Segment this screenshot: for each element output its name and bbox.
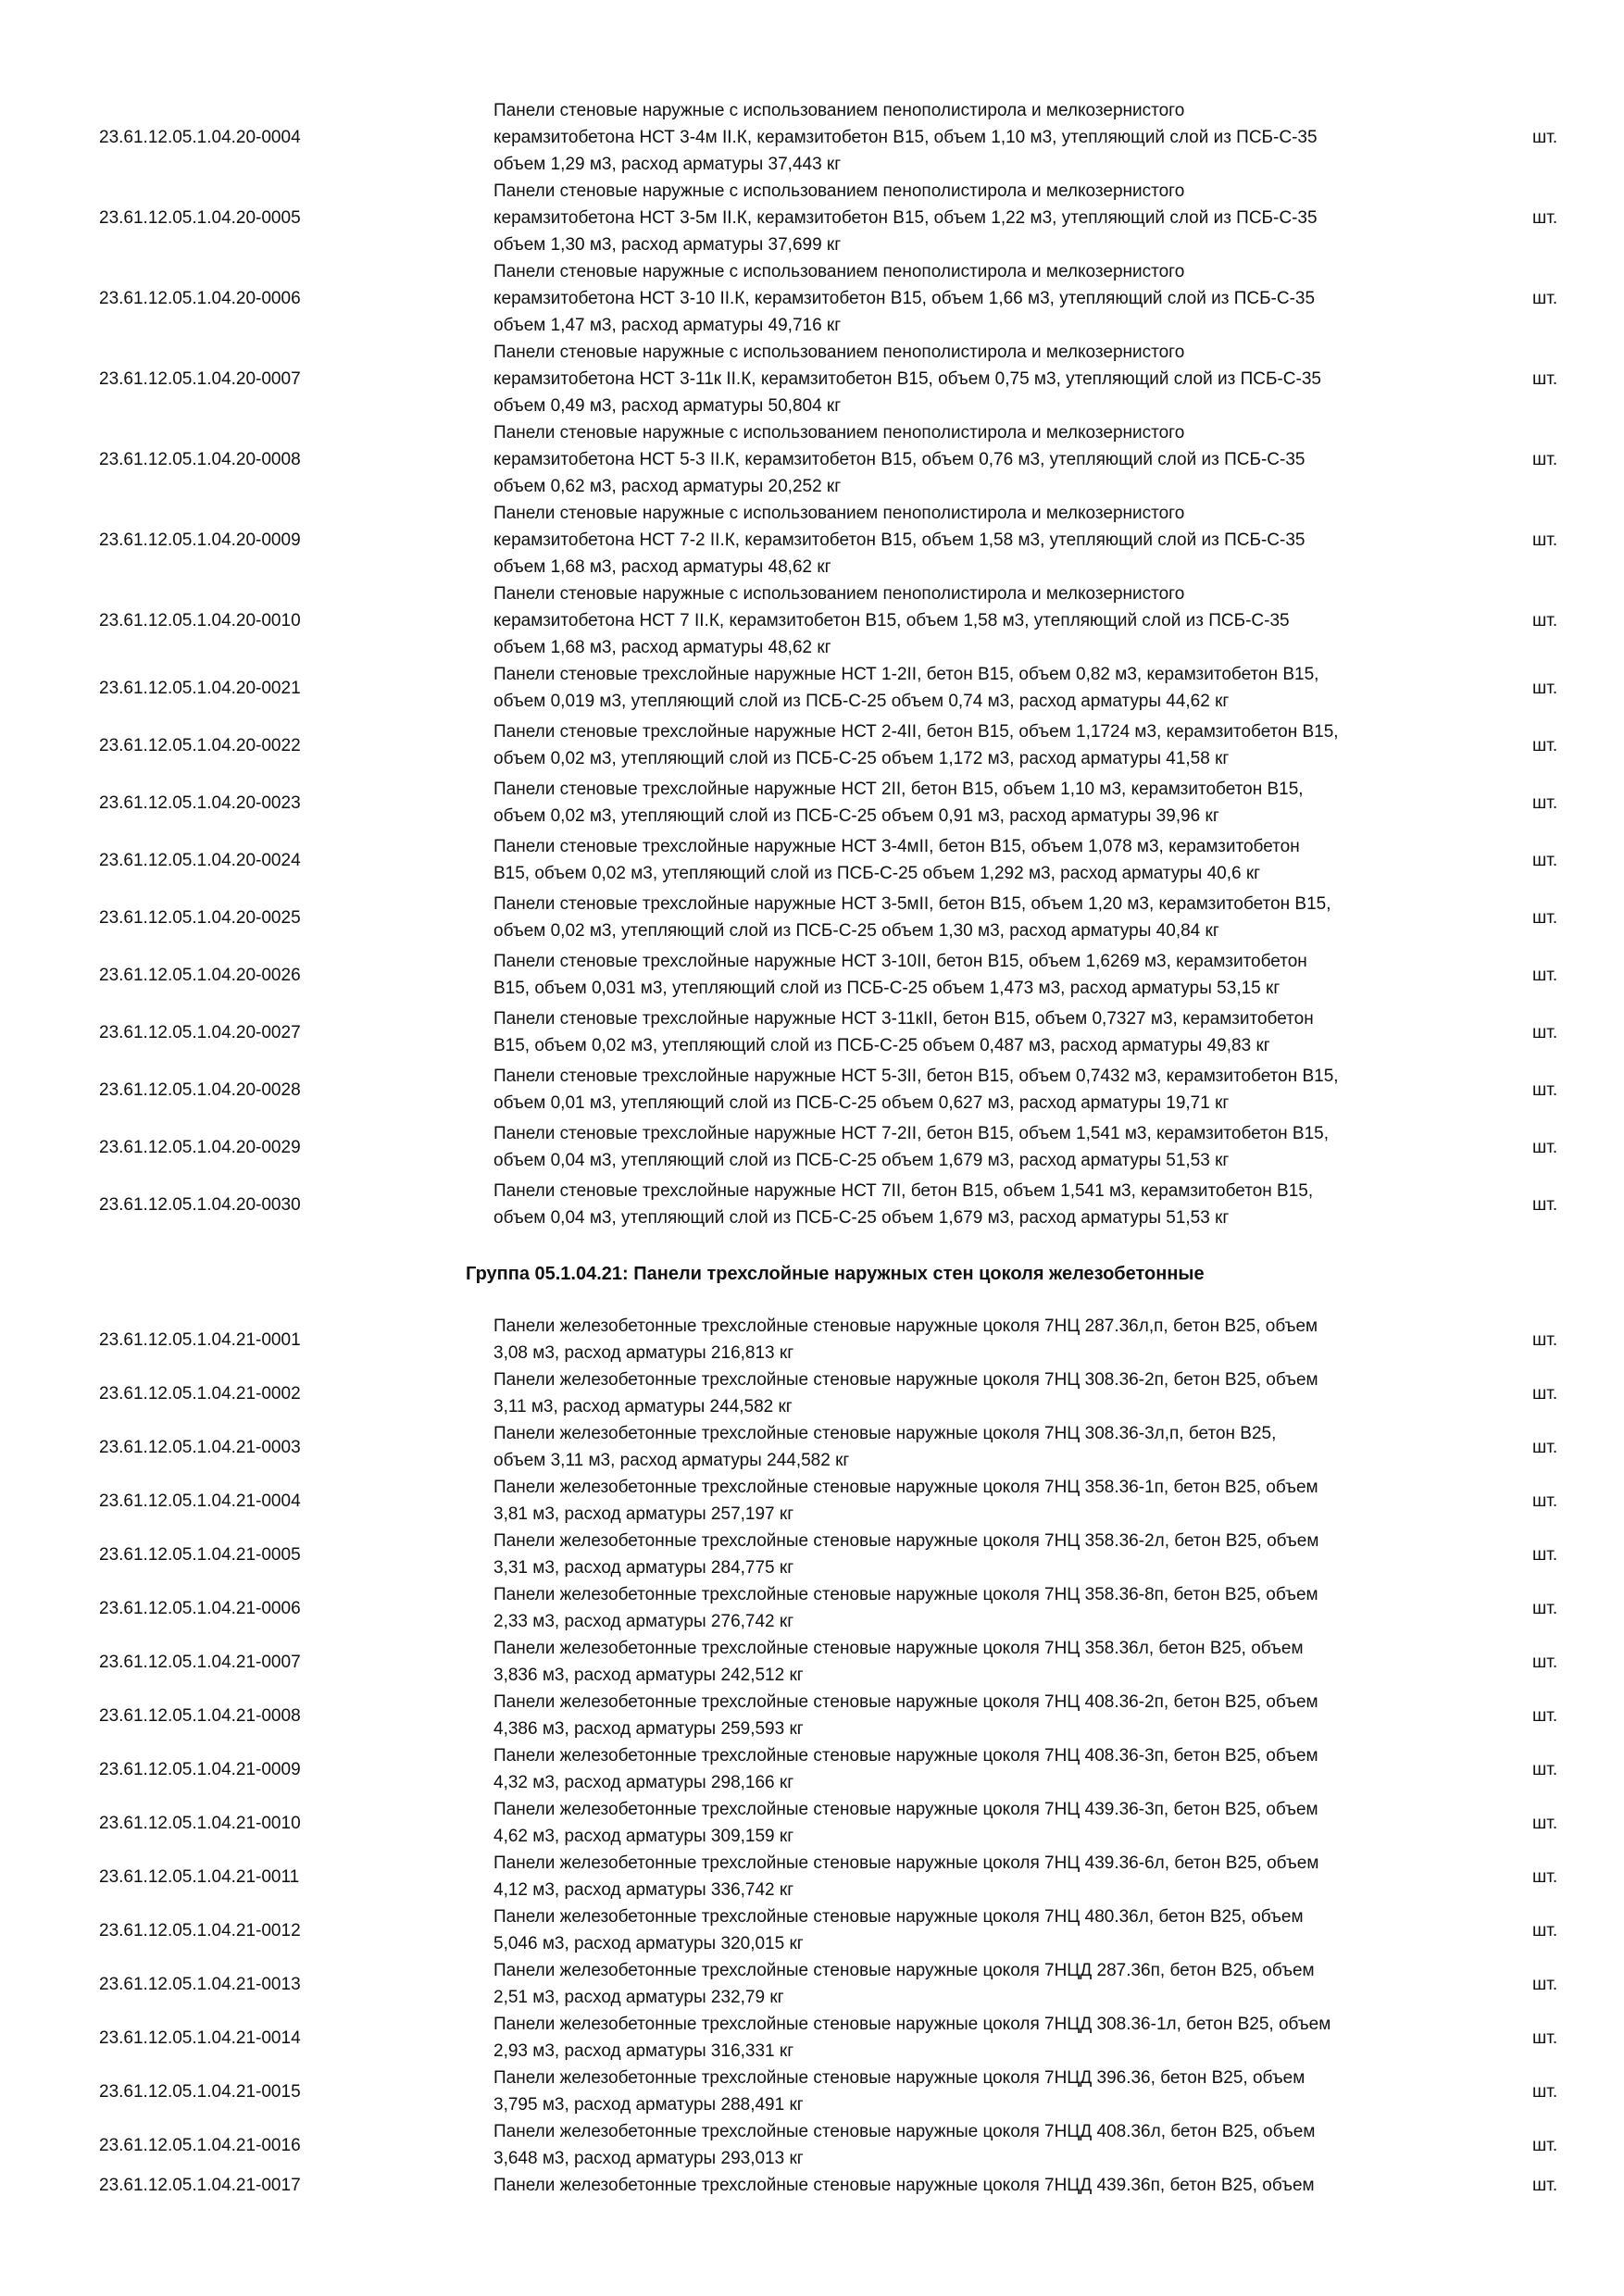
item-unit: шт. (1532, 1138, 1558, 1157)
item-description: Панели железобетонные трехслойные стеновые наружные цоколя 7НЦ 358.36-2л, бетон В25, объем 3,31 м3, расход арматуры 284,775 кг (493, 1531, 1319, 1578)
item-description: Панели стеновые наружные с использованием пенополистирола и мелкозернистого керамзитобетона НСТ 5-3 II.К, керамзитобетон В15, объем 0,76 м3, утепляющий слой из ПСБ-С-35 объем 0,62 м3, расход арматуры 20,252 кг (493, 423, 1305, 496)
item-code: 23.61.12.05.1.04.21-0007 (99, 1653, 301, 1672)
item-unit: шт. (1532, 1814, 1558, 1833)
item-description: Панели железобетонные трехслойные стеновые наружные цоколя 7НЦД 439.36п, бетон В25, объем (493, 2176, 1315, 2195)
item-code: 23.61.12.05.1.04.20-0026 (99, 966, 301, 985)
item-description: Панели железобетонные трехслойные стеновые наружные цоколя 7НЦ 408.36-2п, бетон В25, объем 4,386 м3, расход арматуры 259,593 кг (493, 1692, 1318, 1739)
item-description: Панели стеновые наружные с использованием пенополистирола и мелкозернистого керамзитобетона НСТ 7-2 II.К, керамзитобетон В15, объем 1,58 м3, утепляющий слой из ПСБ-С-35 объем 1,68 м3, расход арматуры 48,62 кг (493, 504, 1305, 577)
item-code: 23.61.12.05.1.04.21-0004 (99, 1491, 301, 1511)
item-code: 23.61.12.05.1.04.20-0028 (99, 1080, 301, 1100)
item-description: Панели стеновые трехслойные наружные НСТ 2-4II, бетон В15, объем 1,1724 м3, керамзитобетон В15, объем 0,02 м3, утепляющий слой из ПСБ-С-25 объем 1,172 м3, расход арматуры 41,58 кг (493, 722, 1339, 768)
item-unit: шт. (1532, 289, 1558, 308)
item-code: 23.61.12.05.1.04.21-0011 (99, 1867, 300, 1887)
item-code: 23.61.12.05.1.04.21-0016 (99, 2136, 301, 2155)
item-unit: шт. (1532, 2176, 1558, 2195)
item-code: 23.61.12.05.1.04.21-0005 (99, 1545, 301, 1565)
item-code: 23.61.12.05.1.04.21-0014 (99, 2028, 301, 2048)
item-code: 23.61.12.05.1.04.20-0022 (99, 736, 301, 755)
item-description: Панели железобетонные трехслойные стеновые наружные цоколя 7НЦ 358.36-1п, бетон В25, объем 3,81 м3, расход арматуры 257,197 кг (493, 1478, 1318, 1524)
item-code: 23.61.12.05.1.04.21-0006 (99, 1599, 301, 1618)
item-description: Панели стеновые трехслойные наружные НСТ 7-2II, бетон В15, объем 1,541 м3, керамзитобетон В15, объем 0,04 м3, утепляющий слой из ПСБ-С-25 объем 1,679 м3, расход арматуры 51,53 кг (493, 1124, 1330, 1170)
item-unit: шт. (1532, 2082, 1558, 2102)
item-description: Панели железобетонные трехслойные стеновые наружные цоколя 7НЦ 308.36-2п, бетон В25, объем 3,11 м3, расход арматуры 244,582 кг (493, 1370, 1318, 1416)
item-code: 23.61.12.05.1.04.20-0025 (99, 908, 301, 928)
item-unit: шт. (1532, 1706, 1558, 1726)
item-unit: шт. (1532, 1545, 1558, 1565)
item-code: 23.61.12.05.1.04.21-0012 (99, 1921, 301, 1940)
item-code: 23.61.12.05.1.04.20-0030 (99, 1195, 301, 1215)
item-unit: шт. (1532, 793, 1558, 813)
item-description: Панели стеновые трехслойные наружные НСТ 2II, бетон В15, объем 1,10 м3, керамзитобетон В15, объем 0,02 м3, утепляющий слой из ПСБ-С-25 объем 0,91 м3, расход арматуры 39,96 кг (493, 780, 1304, 826)
item-code: 23.61.12.05.1.04.21-0008 (99, 1706, 301, 1726)
item-description: Панели стеновые трехслойные наружные НСТ 3-10II, бетон В15, объем 1,6269 м3, керамзитобетон В15, объем 0,031 м3, утепляющий слой из ПСБ-С-25 объем 1,473 м3, расход арматуры 53,15 кг (493, 952, 1307, 998)
item-unit: шт. (1532, 530, 1558, 550)
item-description: Панели железобетонные трехслойные стеновые наружные цоколя 7НЦ 408.36-3п, бетон В25, объем 4,32 м3, расход арматуры 298,166 кг (493, 1746, 1318, 1792)
item-unit: шт. (1532, 1867, 1558, 1887)
item-description: Панели стеновые трехслойные наружные НСТ 7II, бетон В15, объем 1,541 м3, керамзитобетон В15, объем 0,04 м3, утепляющий слой из ПСБ-С-25 объем 1,679 м3, расход арматуры 51,53 кг (493, 1181, 1314, 1228)
item-description: Панели стеновые наружные с использованием пенополистирола и мелкозернистого керамзитобетона НСТ 3-4м II.К, керамзитобетон В15, объем 1,10 м3, утепляющий слой из ПСБ-С-35 объем 1,29 м3, расход арматуры 37,443 кг (493, 101, 1318, 174)
item-description: Панели стеновые трехслойные наружные НСТ 3-4мII, бетон В15, объем 1,078 м3, керамзитобетон В15, объем 0,02 м3, утепляющий слой из ПСБ-С-25 объем 1,292 м3, расход арматуры 40,6 кг (493, 837, 1300, 883)
item-unit: шт. (1532, 1599, 1558, 1618)
item-code: 23.61.12.05.1.04.21-0009 (99, 1760, 301, 1779)
item-code: 23.61.12.05.1.04.21-0013 (99, 1975, 301, 1994)
item-description: Панели стеновые трехслойные наружные НСТ 1-2II, бетон В15, объем 0,82 м3, керамзитобетон В15, объем 0,019 м3, утепляющий слой из ПСБ-С-25 объем 0,74 м3, расход арматуры 44,62 кг (493, 665, 1319, 711)
item-description: Панели железобетонные трехслойные стеновые наружные цоколя 7НЦ 308.36-3л,п, бетон В25, объем 3,11 м3, расход арматуры 244,582 кг (493, 1424, 1277, 1470)
item-description: Панели стеновые наружные с использованием пенополистирола и мелкозернистого керамзитобетона НСТ 3-11к II.К, керамзитобетон В15, объем 0,75 м3, утепляющий слой из ПСБ-С-35 объем 0,49 м3, расход арматуры 50,804 кг (493, 343, 1321, 416)
item-description: Панели стеновые наружные с использованием пенополистирола и мелкозернистого керамзитобетона НСТ 3-5м II.К, керамзитобетон В15, объем 1,22 м3, утепляющий слой из ПСБ-С-35 объем 1,30 м3, расход арматуры 37,699 кг (493, 181, 1318, 255)
item-unit: шт. (1532, 1330, 1558, 1350)
item-code: 23.61.12.05.1.04.20-0027 (99, 1023, 301, 1042)
item-description: Панели стеновые трехслойные наружные НСТ 3-11кII, бетон В15, объем 0,7327 м3, керамзитобетон В15, объем 0,02 м3, утепляющий слой из ПСБ-С-25 объем 0,487 м3, расход арматуры 49,83 кг (493, 1009, 1314, 1055)
item-code: 23.61.12.05.1.04.20-0009 (99, 530, 301, 550)
item-description: Панели железобетонные трехслойные стеновые наружные цоколя 7НЦД 396.36, бетон В25, объем 3,795 м3, расход арматуры 288,491 кг (493, 2068, 1305, 2115)
item-description: Панели железобетонные трехслойные стеновые наружные цоколя 7НЦ 439.36-6л, бетон В25, объем 4,12 м3, расход арматуры 336,742 кг (493, 1853, 1319, 1900)
item-description: Панели железобетонные трехслойные стеновые наружные цоколя 7НЦ 358.36-8п, бетон В25, объем 2,33 м3, расход арматуры 276,742 кг (493, 1585, 1318, 1631)
item-description: Панели стеновые трехслойные наружные НСТ 3-5мII, бетон В15, объем 1,20 м3, керамзитобетон В15, объем 0,02 м3, утепляющий слой из ПСБ-С-25 объем 1,30 м3, расход арматуры 40,84 кг (493, 894, 1331, 941)
item-description: Панели железобетонные трехслойные стеновые наружные цоколя 7НЦД 408.36л, бетон В25, объем 3,648 м3, расход арматуры 293,013 кг (493, 2122, 1316, 2168)
item-unit: шт. (1532, 369, 1558, 389)
item-code: 23.61.12.05.1.04.20-0008 (99, 450, 301, 469)
item-unit: шт. (1532, 1921, 1558, 1940)
item-code: 23.61.12.05.1.04.20-0006 (99, 289, 301, 308)
item-unit: шт. (1532, 1438, 1558, 1457)
item-unit: шт. (1532, 679, 1558, 698)
item-description: Панели железобетонные трехслойные стеновые наружные цоколя 7НЦ 287.36л,п, бетон В25, объем 3,08 м3, расход арматуры 216,813 кг (493, 1316, 1318, 1363)
item-unit: шт. (1532, 908, 1558, 928)
item-unit: шт. (1532, 1195, 1558, 1215)
item-description: Панели стеновые наружные с использованием пенополистирола и мелкозернистого керамзитобетона НСТ 3-10 II.К, керамзитобетон В15, объем 1,66 м3, утепляющий слой из ПСБ-С-35 объем 1,47 м3, расход арматуры 49,716 кг (493, 262, 1316, 335)
item-unit: шт. (1532, 208, 1558, 228)
item-code: 23.61.12.05.1.04.21-0002 (99, 1384, 301, 1404)
item-code: 23.61.12.05.1.04.20-0005 (99, 208, 301, 228)
item-unit: шт. (1532, 1653, 1558, 1672)
group-heading: Группа 05.1.04.21: Панели трехслойные наружных стен цоколя железобетонные (466, 1264, 1205, 1284)
item-code: 23.61.12.05.1.04.20-0024 (99, 851, 301, 870)
item-unit: шт. (1532, 2028, 1558, 2048)
item-code: 23.61.12.05.1.04.21-0015 (99, 2082, 301, 2102)
item-code: 23.61.12.05.1.04.20-0023 (99, 793, 301, 813)
item-unit: шт. (1532, 851, 1558, 870)
item-unit: шт. (1532, 736, 1558, 755)
item-code: 23.61.12.05.1.04.21-0010 (99, 1814, 301, 1833)
item-unit: шт. (1532, 1975, 1558, 1994)
item-unit: шт. (1532, 1080, 1558, 1100)
item-code: 23.61.12.05.1.04.21-0003 (99, 1438, 301, 1457)
item-code: 23.61.12.05.1.04.20-0010 (99, 611, 301, 630)
item-unit: шт. (1532, 1384, 1558, 1404)
item-unit: шт. (1532, 450, 1558, 469)
item-description: Панели железобетонные трехслойные стеновые наружные цоколя 7НЦ 480.36л, бетон В25, объем 5,046 м3, расход арматуры 320,015 кг (493, 1907, 1304, 1953)
item-description: Панели железобетонные трехслойные стеновые наружные цоколя 7НЦД 287.36п, бетон В25, объем 2,51 м3, расход арматуры 232,79 кг (493, 1961, 1315, 2007)
item-description: Панели стеновые трехслойные наружные НСТ 5-3II, бетон В15, объем 0,7432 м3, керамзитобетон В15, объем 0,01 м3, утепляющий слой из ПСБ-С-25 объем 0,627 м3, расход арматуры 19,71 кг (493, 1067, 1339, 1113)
item-code: 23.61.12.05.1.04.20-0029 (99, 1138, 301, 1157)
item-unit: шт. (1532, 2136, 1558, 2155)
item-description: Панели железобетонные трехслойные стеновые наружные цоколя 7НЦ 358.36л, бетон В25, объем 3,836 м3, расход арматуры 242,512 кг (493, 1639, 1304, 1685)
item-code: 23.61.12.05.1.04.20-0021 (99, 679, 301, 698)
item-description: Панели железобетонные трехслойные стеновые наружные цоколя 7НЦ 439.36-3п, бетон В25, объем 4,62 м3, расход арматуры 309,159 кг (493, 1800, 1318, 1846)
item-unit: шт. (1532, 611, 1558, 630)
item-description: Панели стеновые наружные с использованием пенополистирола и мелкозернистого керамзитобетона НСТ 7 II.К, керамзитобетон В15, объем 1,58 м3, утепляющий слой из ПСБ-С-35 объем 1,68 м3, расход арматуры 48,62 кг (493, 584, 1290, 657)
item-code: 23.61.12.05.1.04.20-0004 (99, 128, 301, 147)
item-code: 23.61.12.05.1.04.20-0007 (99, 369, 301, 389)
item-unit: шт. (1532, 128, 1558, 147)
item-unit: шт. (1532, 1023, 1558, 1042)
item-code: 23.61.12.05.1.04.21-0001 (99, 1330, 301, 1350)
item-code: 23.61.12.05.1.04.21-0017 (99, 2176, 301, 2195)
item-unit: шт. (1532, 966, 1558, 985)
item-description: Панели железобетонные трехслойные стеновые наружные цоколя 7НЦД 308.36-1л, бетон В25, объем 2,93 м3, расход арматуры 316,331 кг (493, 2015, 1331, 2061)
item-unit: шт. (1532, 1491, 1558, 1511)
item-unit: шт. (1532, 1760, 1558, 1779)
